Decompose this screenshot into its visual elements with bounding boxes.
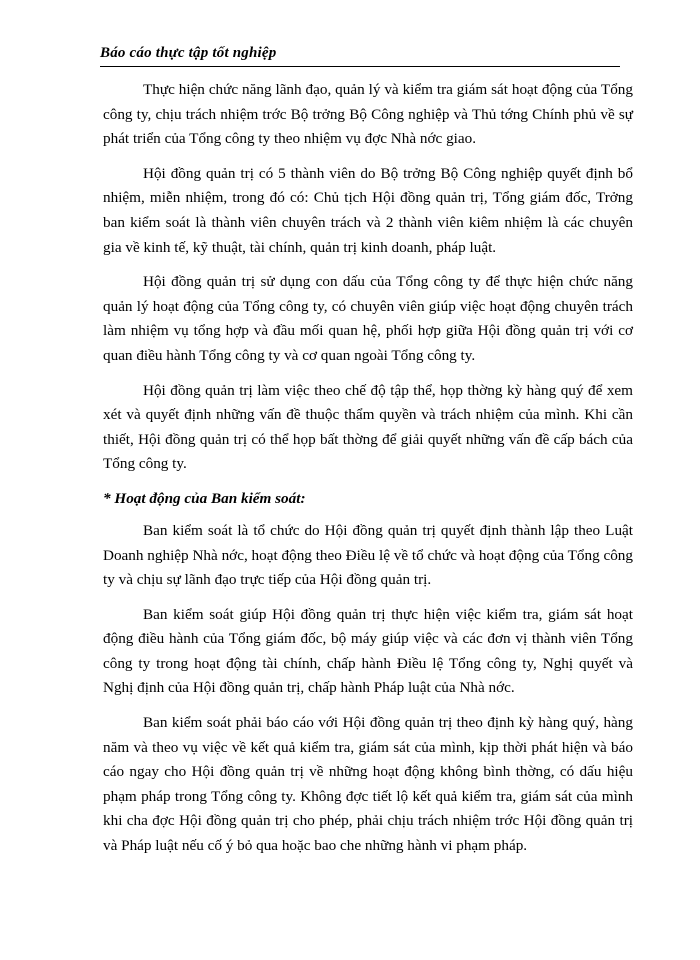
paragraph-board-seal: Hội đồng quản trị sử dụng con dấu của Tổng công ty để thực hiện chức năng quản lý hoạt động của Tổng công ty, có chuyên viên giúp việc hoạt động chuyên trách làm nhiệm vụ tổng hợp và đầu mối quan hệ, phối hợp giữa Hội đồng quản trị với cơ quan điều hành Tổng công ty và cơ quan ngoài Tổng công ty. bbox=[103, 273, 633, 364]
page-header bbox=[100, 40, 620, 67]
paragraph-board-meetings: Hội đồng quản trị làm việc theo chế độ tập thể, họp thờng kỳ hàng quý để xem xét và quyết định những vấn đề thuộc thẩm quyền và trách nhiệm của mình. Khi cần thiết, Hội đồng quản trị có thể họp bất thờng để giải quyết những vấn đề cấp bách của Tổng công ty. bbox=[103, 381, 633, 473]
paragraph-supervisory-reporting: Ban kiểm soát phải báo cáo với Hội đồng quản trị theo định kỳ hàng quý, hàng năm và theo vụ việc về kết quả kiểm tra, giám sát của mình, kịp thời phát hiện và báo cáo ngay cho Hội đồng quản trị về những hoạt động không bình thờng, có dấu hiệu phạm pháp trong Tổng công ty. Không đợc tiết lộ kết quả kiểm tra, giám sát của mình khi cha đợc Hội đồng quản trị cho phép, phải chịu trách nhiệm trớc Hội đồng quản trị và Pháp luật nếu cố ý bỏ qua hoặc bao che những hành vi phạm pháp. bbox=[103, 714, 633, 855]
paragraph-supervisory-establishment: Ban kiểm soát là tổ chức do Hội đồng quản trị quyết định thành lập theo Luật Doanh nghiệp Nhà nớc, hoạt động theo Điều lệ về tổ chức và hoạt động của Tổng công ty và chịu sự lãnh đạo trực tiếp của Hội đồng quản trị. bbox=[103, 521, 633, 589]
paragraph-board-members: Hội đồng quản trị có 5 thành viên do Bộ trởng Bộ Công nghiệp quyết định bổ nhiệm, miễn nhiệm, trong đó có: Chủ tịch Hội đồng quản trị, Tổng giám đốc, Trởng ban kiểm soát là thành viên chuyên trách và 2 thành viên kiêm nhiệm là các chuyên gia về kinh tế, kỹ thuật, tài chính, quản trị kinh doanh, pháp luật. bbox=[103, 164, 633, 256]
document-body bbox=[103, 78, 633, 869]
paragraph-supervisory-duties: Ban kiểm soát giúp Hội đồng quản trị thực hiện việc kiểm tra, giám sát hoạt động điều hành của Tổng giám đốc, bộ máy giúp việc và các đơn vị thành viên Tổng công ty trong hoạt động tài chính, chấp hành Điều lệ Tổng công ty, Nghị quyết và Nghị định của Hội đồng quản trị, chấp hành Pháp luật của Nhà nớc. bbox=[103, 605, 633, 697]
paragraph-functions: Thực hiện chức năng lãnh đạo, quản lý và kiểm tra giám sát hoạt động của Tổng công ty, chịu trách nhiệm trớc Bộ trởng Bộ Công nghiệp và Thủ tớng Chính phủ về sự phát triển của Tổng công ty theo nhiệm vụ đợc Nhà nớc giao. bbox=[103, 81, 633, 148]
header-title: Báo cáo thực tập tốt nghiệp bbox=[100, 45, 277, 61]
section-heading-supervisory-board: * Hoạt động của Ban kiểm soát: bbox=[103, 489, 306, 507]
